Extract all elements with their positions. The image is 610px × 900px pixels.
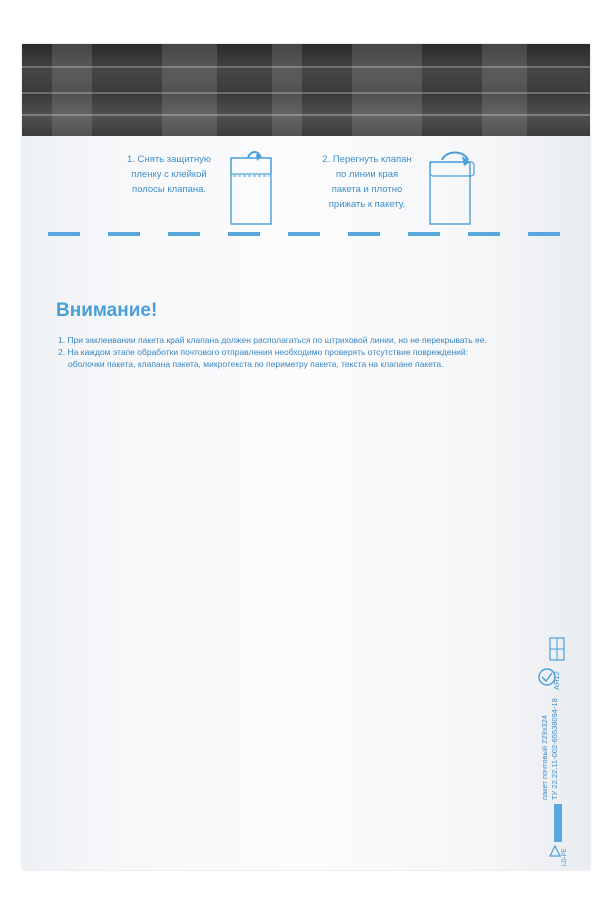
fold-line-dash bbox=[348, 232, 380, 236]
certification-code: АЯ12 bbox=[552, 671, 561, 690]
adhesive-flap bbox=[22, 44, 590, 136]
fold-line-dash bbox=[288, 232, 320, 236]
fold-line-dash bbox=[468, 232, 500, 236]
fold-line-dash bbox=[408, 232, 440, 236]
technical-standard: ТУ 22.22.11-002-65538094-18 bbox=[550, 698, 559, 800]
fold-line-dash bbox=[48, 232, 80, 236]
fold-line-dash bbox=[528, 232, 560, 236]
instruction-step-1: 1. Снять защитную пленку с клейкой полосы клапана. bbox=[127, 154, 211, 195]
fold-line-dash bbox=[168, 232, 200, 236]
warning-notes bbox=[58, 334, 578, 370]
fold-line-dash bbox=[108, 232, 140, 236]
warning-item: оболочки пакета, клапана пакета, микротекста по периметру пакета, текста на клапане пакета. bbox=[68, 359, 444, 369]
package-description: пакет почтовый 229x324 bbox=[540, 715, 549, 800]
envelope bbox=[22, 44, 590, 870]
material-code: LD-PE bbox=[562, 848, 568, 866]
warning-item: 1. При заклеивании пакета край клапана должен располагаться по штриховой линии, но не перекрывать ее. bbox=[58, 335, 487, 345]
warning-item: 2. На каждом этапе обработки почтового отправления необходимо проверять отсутствие повреждений: bbox=[58, 347, 469, 357]
side-accent-bar bbox=[554, 804, 562, 842]
fold-flap-icon bbox=[424, 150, 480, 226]
peel-film-icon bbox=[226, 150, 276, 226]
fold-line-dash bbox=[228, 232, 260, 236]
package-standard-icon bbox=[548, 636, 566, 662]
recycle-icon bbox=[548, 844, 562, 858]
warning-title: Внимание! bbox=[56, 300, 158, 321]
instruction-step-2: 2. Перегнуть клапан по линии края пакета и плотно прижать к пакету. bbox=[322, 154, 412, 210]
